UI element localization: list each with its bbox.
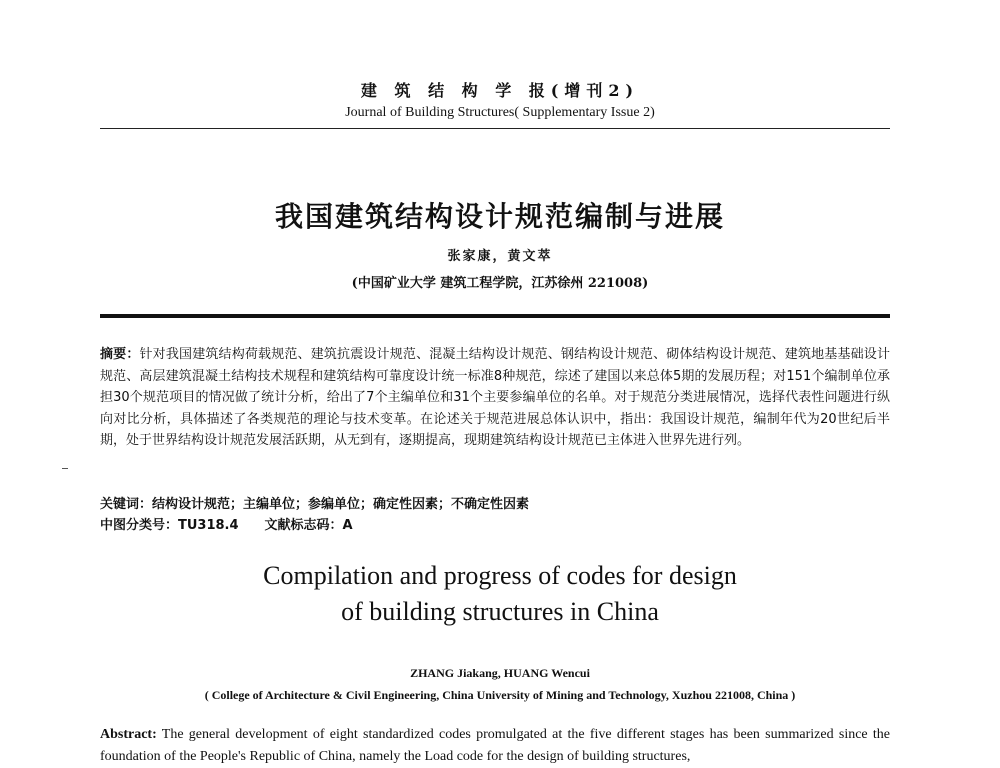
journal-name-en: Journal of Building Structures( Supplementary Issue 2) (345, 105, 655, 120)
abstract-en-text: The general development of eight standardized codes promulgated at the five different stages has been summarized since the foundation of the People's Republic of China, namely the Load code for the design of building structures, (100, 727, 890, 764)
title-en-line-2: of building structures in China (341, 597, 659, 626)
abstract-en (100, 724, 890, 768)
keywords-cn: 关键词：结构设计规范；主编单位；参编单位；确定性因素；不确定性因素 (100, 497, 530, 512)
authors-cn: 张家康，黄文萃 (447, 249, 553, 264)
header-rule (100, 128, 890, 129)
classification-cn (100, 514, 890, 533)
margin-mark (62, 468, 68, 469)
section-rule (100, 314, 890, 318)
abstract-en-label: Abstract: (100, 727, 157, 742)
clc-number: 中图分类号：TU318.4 (100, 518, 239, 533)
abstract-cn-text: 针对我国建筑结构荷载规范、建筑抗震设计规范、混凝土结构设计规范、钢结构设计规范、砌体结构设计规范、建筑地基基础设计规范、高层建筑混凝土结构技术规程和建筑结构可靠度设计统一标准8种规范，综述了建国以来总体5期的发展历程；对151个编制单位承担30个规范项目的情况做了统计分析，给出了7个主编单位和31个主要参编单位的名单。对于规范分类进展情况，选择代表性问题进行纵向对比分析，具体描述了各类规范的理论与技术变革。在论述关于规范进展总体认识中，指出：我国设计规范，编制年代为20世纪后半期，处于世界结构设计规范发展活跃期，从无到有，逐期提高，现期建筑结构设计规范已主体进入世界先进行列。 (100, 347, 890, 448)
title-en-line-1: Compilation and progress of codes for design (263, 561, 737, 590)
abstract-cn-label: 摘要： (100, 347, 140, 362)
journal-name-cn: 建 筑 结 构 学 报(增刊2) (360, 81, 640, 100)
article-title-cn: 我国建筑结构设计规范编制与进展 (274, 200, 725, 233)
authors-en: ZHANG Jiakang, HUANG Wencui (410, 666, 590, 680)
article-title-en (0, 558, 1000, 630)
affiliation-en: ( College of Architecture & Civil Engineering, China University of Mining and Technology, Xuzhou 221008, China ) (204, 688, 796, 702)
abstract-cn (100, 344, 890, 452)
affiliation-cn: (中国矿业大学 建筑工程学院，江苏徐州 221008) (351, 276, 649, 291)
document-code: 文献标志码：A (264, 518, 353, 533)
